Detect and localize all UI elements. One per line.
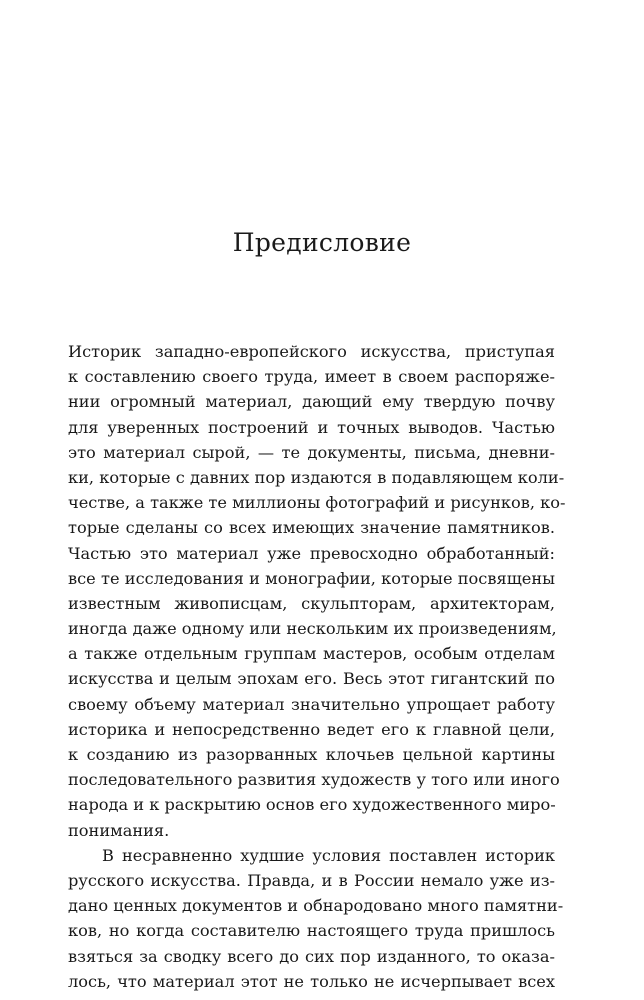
text-line: нии огромный материал, дающий ему твердую почву <box>68 392 555 412</box>
body-text <box>68 339 566 994</box>
text-line: В несравненно худшие условия поставлен историк <box>102 845 555 865</box>
text-line: иногда даже одному или нескольким их произведениям, <box>68 619 557 639</box>
text-line: дано ценных документов и обнародовано много памятни- <box>68 896 564 916</box>
text-line: лось, что материал этот не только не исчерпывает всех <box>68 971 555 991</box>
text-line: понимания. <box>68 820 170 840</box>
text-line: своему объему материал значительно упрощает работу <box>68 694 555 714</box>
text-line: последовательного развития художеств у того или иного <box>68 770 560 790</box>
chapter-heading: Предисловие <box>232 228 412 257</box>
paragraph-1 <box>68 339 566 843</box>
text-line: к составлению своего труда, имеет в своем распоряже- <box>68 367 555 387</box>
text-line: торые сделаны со всех имеющих значение памятников. <box>68 518 555 538</box>
text-line: ков, но когда составителю настоящего труда пришлось <box>68 921 555 941</box>
text-line: все те исследования и монографии, которые посвящены <box>68 568 555 588</box>
text-line: народа и к раскрытию основ его художественного миро- <box>68 795 556 815</box>
text-line: для уверенных построений и точных выводов. Частью <box>68 417 555 437</box>
text-line: искусства и целым эпохам его. Весь этот гигантский по <box>68 669 555 689</box>
text-line: известным живописцам, скульпторам, архитекторам, <box>68 593 555 613</box>
text-line: взяться за сводку всего до сих пор изданного, то оказа- <box>68 946 555 966</box>
text-line: а также отдельным группам мастеров, особым отделам <box>68 644 555 664</box>
text-line: русского искусства. Правда, и в России немало уже из- <box>68 870 555 890</box>
text-line: ки, которые с давних пор издаются в подавляющем коли- <box>68 467 565 487</box>
text-line: историка и непосредственно ведет его к главной цели, <box>68 719 555 739</box>
text-line: Историк западно-европейского искусства, приступая <box>68 342 555 361</box>
text-line: честве, а также те миллионы фотографий и рисунков, ко- <box>68 493 566 513</box>
text-line: это материал сырой, — те документы, письма, дневни- <box>68 442 555 462</box>
text-line: Частью это материал уже превосходно обработанный: <box>68 543 555 563</box>
paragraph-2 <box>68 843 564 994</box>
text-line: к созданию из разорванных клочьев цельной картины <box>68 745 555 764</box>
